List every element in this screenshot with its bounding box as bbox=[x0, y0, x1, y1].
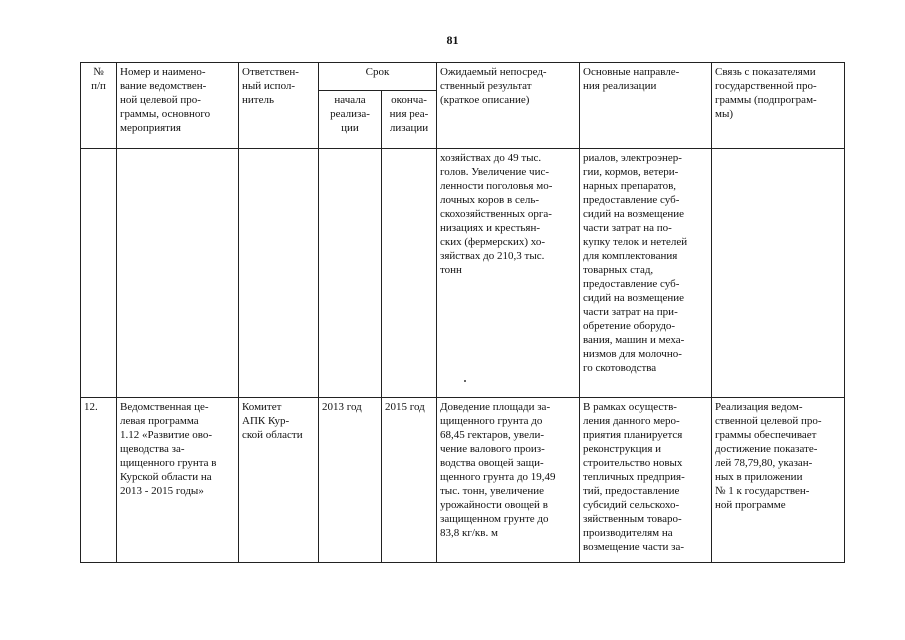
program-table bbox=[80, 62, 845, 563]
cell-empty bbox=[712, 149, 845, 398]
header-directions: Основные направле- ния реализации bbox=[580, 63, 712, 149]
continuation-directions: риалов, электроэнер- гии, кормов, ветери- нарных препаратов, предоставление суб- сидий на возмещение части затрат на по- купку телок и нетелей для комплектования товарных стад, предоставление суб- сидий на возмещение части затрат на при- обретение оборудо- вания, машин и меха- низмов для молочно- го скотоводства bbox=[580, 149, 712, 398]
continuation-row bbox=[81, 149, 845, 398]
cell-empty bbox=[382, 149, 437, 398]
continuation-expected: хозяйствах до 49 тыс. голов. Увеличение чис- ленности поголовья мо- лочных коров в сель- скохозяйственных орга- низациях и крестьян- ских (фермерских) хо- зяйствах до 210,3 тыс. тонн bbox=[437, 149, 580, 398]
page-number: 81 bbox=[446, 33, 459, 47]
header-row bbox=[81, 63, 845, 91]
header-term-end: оконча- ния реа- лизации bbox=[382, 91, 437, 149]
row-name: Ведомственная це- левая программа 1.12 «Развитие ово- щеводства за- щищенного грунта в Курской области на 2013 - 2015 годы» bbox=[117, 398, 239, 563]
cell-empty bbox=[117, 149, 239, 398]
row-expected: Доведение площади за- щищенного грунта до 68,45 гектаров, увели- чение валового произ- водства овощей защи- щенного грунта до 19,49 тыс. тонн, увеличение урожайности овощей в защищенном грунте до 83,8 кг/кв. м bbox=[437, 398, 580, 563]
row-num: 12. bbox=[81, 398, 117, 563]
cell-empty bbox=[81, 149, 117, 398]
cell-empty bbox=[319, 149, 382, 398]
row-start: 2013 год bbox=[319, 398, 382, 563]
row-directions: В рамках осуществ- ления данного меро- приятия планируется реконструкция и строительство новых тепличных предприя- тий, предоставление субсидий сельскохо- зяйственным товаро- производителям на возмещение части за- bbox=[580, 398, 712, 563]
header-link: Связь с показателями государственной про- граммы (подпрограм- мы) bbox=[712, 63, 845, 149]
row-link: Реализация ведом- ственной целевой про- граммы обеспечивает достижение показате- лей 78,79,80, указан- ных в приложении № 1 к государствен- ной программе bbox=[712, 398, 845, 563]
header-responsible: Ответствен- ный испол- нитель bbox=[239, 63, 319, 149]
header-num: № п/п bbox=[81, 63, 117, 149]
header-expected: Ожидаемый непосред- ственный результат (краткое описание) bbox=[437, 63, 580, 149]
row-responsible: Комитет АПК Кур- ской области bbox=[239, 398, 319, 563]
cell-empty bbox=[239, 149, 319, 398]
header-term: Срок bbox=[319, 63, 437, 91]
scan-speck bbox=[464, 380, 466, 382]
table-row bbox=[81, 398, 845, 563]
header-term-start: начала реализа- ции bbox=[319, 91, 382, 149]
row-end: 2015 год bbox=[382, 398, 437, 563]
header-name: Номер и наимено- вание ведомствен- ной целевой про- граммы, основного мероприятия bbox=[117, 63, 239, 149]
